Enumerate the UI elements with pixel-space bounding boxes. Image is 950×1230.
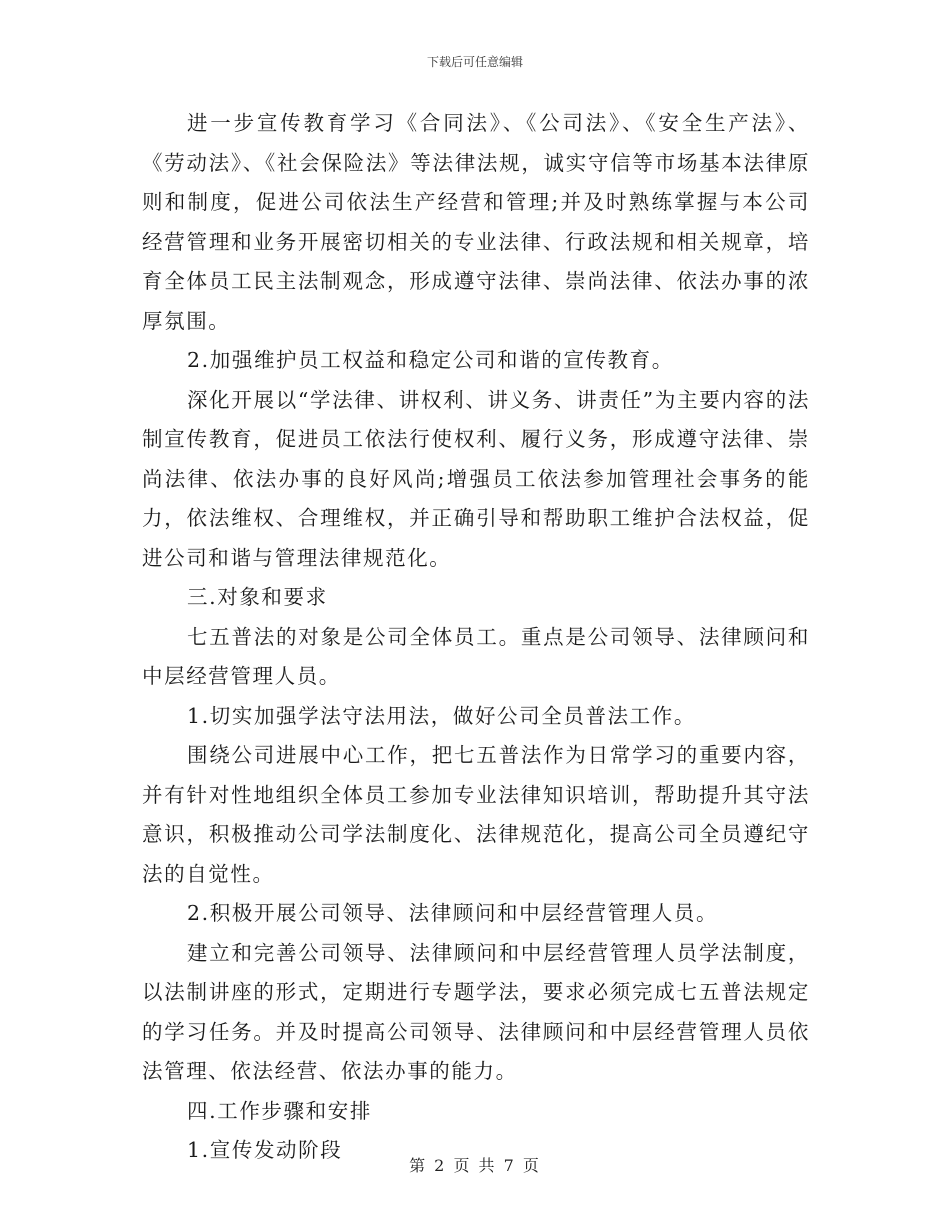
- page-footer: 第 2 页 共 7 页: [409, 1156, 541, 1175]
- paragraph-legal-study: 进一步宣传教育学习《合同法》、《公司法》、《安全生产法》、《劳动法》、《社会保险法》等法律法规，诚实守信等市场基本法律原则和制度，促进公司依法生产经营和管理;并及时熟练掌握与本公司经营管理和业务开展密切相关的专业法律、行政法规和相关规章，培育全体员工民主法制观念，形成遵守法律、崇尚法律、依法办事的浓厚氛围。: [142, 111, 810, 333]
- heading-all-staff: 1.切实加强学法守法用法，做好公司全员普法工作。: [187, 703, 696, 728]
- document-body: [142, 104, 810, 1171]
- paragraph-all-staff: 围绕公司进展中心工作，把七五普法作为日常学习的重要内容，并有针对性地组织全体员工参加专业法律知识培训，帮助提升其守法意识，积极推动公司学法制度化、法律规范化，提高公司全员遵纪守法的自觉性。: [142, 743, 810, 886]
- heading-management: 2.积极开展公司领导、法律顾问和中层经营管理人员。: [187, 901, 719, 925]
- section-heading-targets: 三.对象和要求: [187, 585, 328, 609]
- page-header: 下载后可任意编辑: [426, 55, 523, 69]
- heading-promotion-stage: 1.宣传发动阶段: [187, 1138, 343, 1162]
- heading-employee-rights: 2.加强维护员工权益和稳定公司和谐的宣传教育。: [187, 348, 674, 372]
- paragraph-targets: 七五普法的对象是公司全体员工。重点是公司领导、法律顾问和中层经营管理人员。: [142, 624, 810, 688]
- paragraph-management: 建立和完善公司领导、法律顾问和中层经营管理人员学法制度，以法制讲座的形式，定期进行专题学法，要求必须完成七五普法规定的学习任务。并及时提高公司领导、法律顾问和中层经营管理人员依法管理、依法经营、依法办事的能力。: [142, 940, 810, 1083]
- section-heading-steps: 四.工作步骤和安排: [187, 1098, 372, 1123]
- paragraph-employee-rights: 深化开展以“学法律、讲权利、讲义务、讲责任”为主要内容的法制宣传教育，促进员工依法行使权利、履行义务，形成遵守法律、崇尚法律、依法办事的良好风尚;增强员工依法参加管理社会事务的能力，依法维权、合理维权，并正确引导和帮助职工维护合法权益，促进公司和谐与管理法律规范化。: [142, 387, 810, 570]
